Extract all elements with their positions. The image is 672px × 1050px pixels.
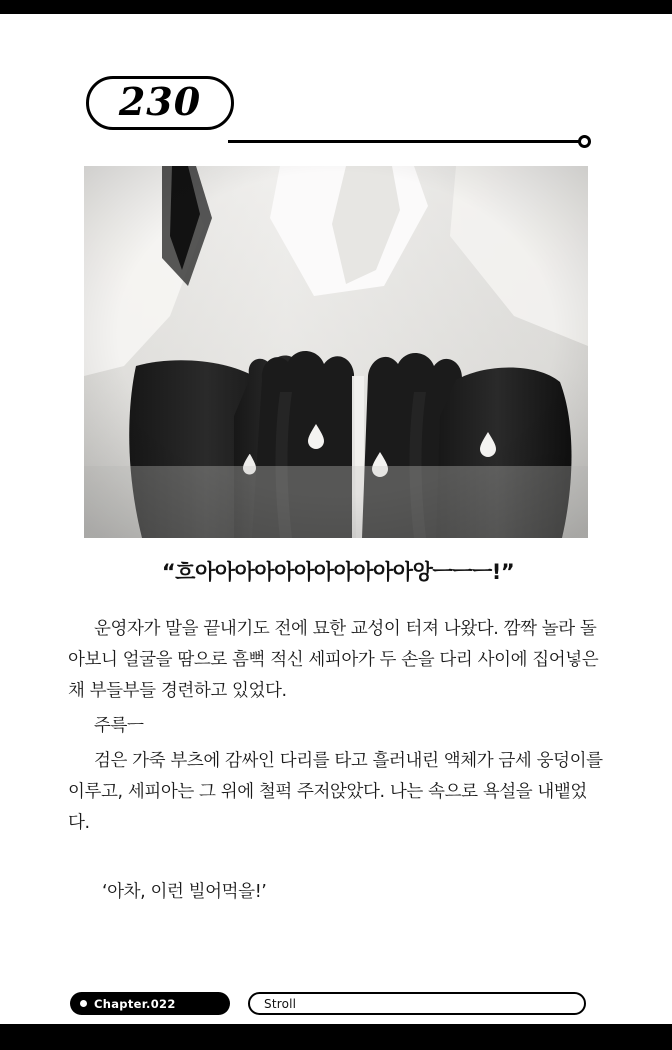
page-top-border xyxy=(0,0,672,14)
page-number-badge xyxy=(86,76,236,132)
header-rule-end-dot xyxy=(578,135,591,148)
paragraph-4: ‘아차, 이런 빌어먹을!’ xyxy=(102,882,267,902)
paragraph-3: 검은 가죽 부츠에 감싸인 다리를 타고 흘러내린 액체가 금세 웅덩이를 이루고, 세피아는 그 위에 철퍽 주저앉았다. 나는 속으로 욕설을 내뱉었다. xyxy=(68,751,603,833)
page-number-text: 230 xyxy=(118,78,202,124)
footer-title-label: Stroll xyxy=(264,996,297,1011)
body-text-column xyxy=(68,548,608,908)
page-number-capsule xyxy=(86,76,234,130)
illustration-artwork xyxy=(84,166,588,538)
footer-chapter-label: Chapter.022 xyxy=(94,996,176,1011)
paragraph-1: 운영자가 말을 끝내기도 전에 묘한 교성이 터져 나왔다. 깜짝 놀라 돌아보니 얼굴을 땀으로 흠뻑 적신 세피아가 두 손을 다리 사이에 집어넣은 채 부들부들 경련하고 있었다. xyxy=(68,619,599,701)
bullet-dot-icon xyxy=(80,1000,87,1007)
footer-title-capsule xyxy=(248,992,586,1015)
page-sheet xyxy=(0,14,672,1024)
header-rule xyxy=(228,140,580,143)
page-bottom-border xyxy=(0,1024,672,1050)
comic-panel-illustration xyxy=(84,166,588,538)
shout-line: “흐아아아아아아아아아아아앙ㅡㅡㅡ!” xyxy=(161,560,515,584)
paragraph-2: 주륵ㅡ xyxy=(94,716,144,736)
footer-chapter-badge xyxy=(70,992,230,1015)
